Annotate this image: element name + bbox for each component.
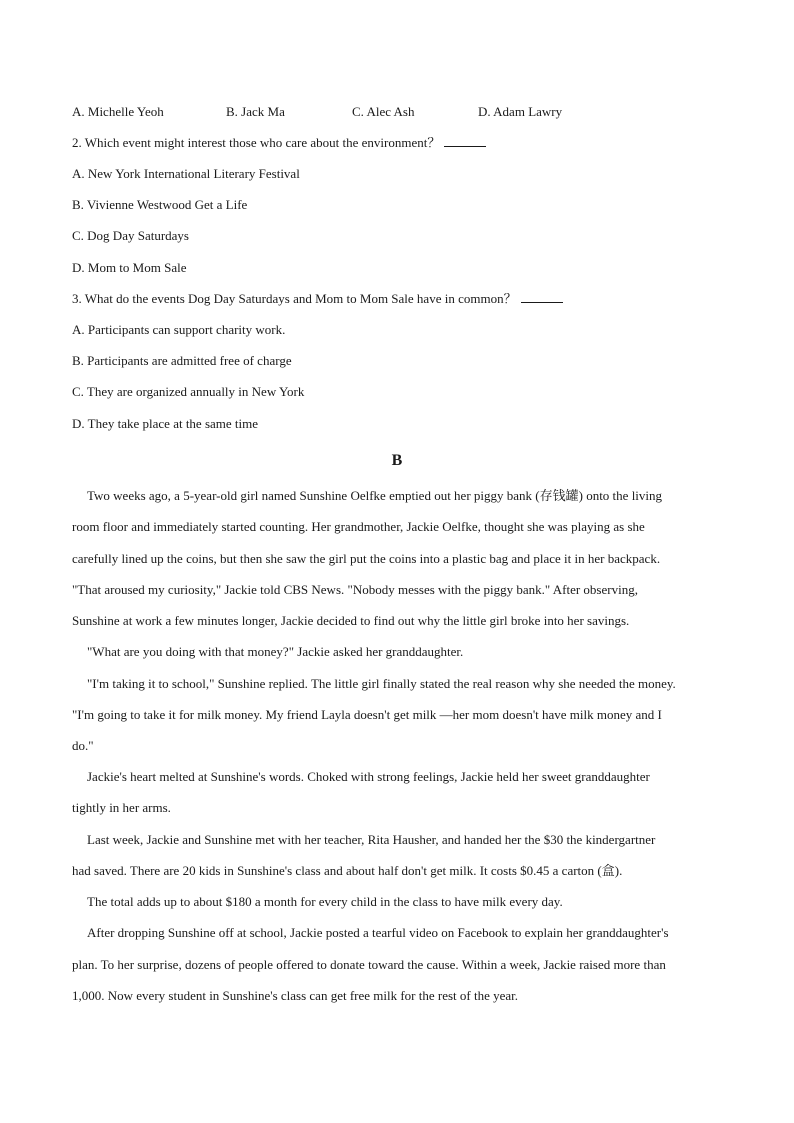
section-heading: B [391,452,403,469]
q2-option-a: A. New York International Literary Festival [72,166,300,181]
q1-option-b: B. Jack Ma [226,104,285,119]
q3-question: 3. What do the events Dog Day Saturdays and Mom to Mom Sale have in common？ [72,291,517,306]
q2-question: 2. Which event might interest those who care about the environment？ [72,135,441,150]
passage-line: "That aroused my curiosity," Jackie told CBS News. "Nobody messes with the piggy bank." After observing, [72,582,638,597]
q2-option-d: D. Mom to Mom Sale [72,260,187,275]
passage-line: "I'm taking it to school," Sunshine replied. The little girl finally stated the real reason why she needed the money. [87,676,676,691]
passage-line: "What are you doing with that money?" Jackie asked her granddaughter. [87,644,464,659]
passage-line: Last week, Jackie and Sunshine met with her teacher, Rita Hausher, and handed her the $30 the kindergartner [87,832,656,847]
q3-question-row [72,291,563,307]
q3-option-d: D. They take place at the same time [72,416,259,431]
passage-line: do." [72,738,94,753]
q2-option-b: B. Vivienne Westwood Get a Life [72,197,248,212]
q3-option-a: A. Participants can support charity work. [72,322,286,337]
passage-line: had saved. There are 20 kids in Sunshine's class and about half don't get milk. It costs $0.45 a carton (盒). [72,863,623,878]
q1-option-d: D. Adam Lawry [478,104,563,119]
passage-line: tightly in her arms. [72,800,171,815]
q3-option-b: B. Participants are admitted free of charge [72,353,292,368]
passage-line: 1,000. Now every student in Sunshine's class can get free milk for the rest of the year. [72,988,519,1003]
q1-option-c: C. Alec Ash [352,104,415,119]
passage-line: The total adds up to about $180 a month for every child in the class to have milk every day. [87,894,563,909]
passage-line: plan. To her surprise, dozens of people offered to donate toward the cause. Within a week, Jackie raised more than [72,957,666,972]
passage-line: carefully lined up the coins, but then she saw the girl put the coins into a plastic bag and place it in her backpack. [72,551,661,566]
passage-line: After dropping Sunshine off at school, Jackie posted a tearful video on Facebook to explain her granddaughter's [87,925,669,940]
passage-line: "I'm going to take it for milk money. My friend Layla doesn't get milk —her mom doesn't have milk money and I [72,707,662,722]
passage-line: Two weeks ago, a 5-year-old girl named Sunshine Oelfke emptied out her piggy bank (存钱罐) onto the living [87,488,663,503]
q2-answer-blank[interactable] [444,135,486,147]
q2-question-row [72,135,486,151]
passage-line: Sunshine at work a few minutes longer, Jackie decided to find out why the little girl broke into her savings. [72,613,630,628]
q3-answer-blank[interactable] [521,291,563,303]
q1-option-a: A. Michelle Yeoh [72,104,164,119]
passage-line: Jackie's heart melted at Sunshine's words. Choked with strong feelings, Jackie held her sweet granddaughter [87,769,650,784]
passage-line: room floor and immediately started counting. Her grandmother, Jackie Oelfke, thought she was playing as she [72,519,645,534]
q2-option-c: C. Dog Day Saturdays [72,228,189,243]
q3-option-c: C. They are organized annually in New York [72,384,305,399]
